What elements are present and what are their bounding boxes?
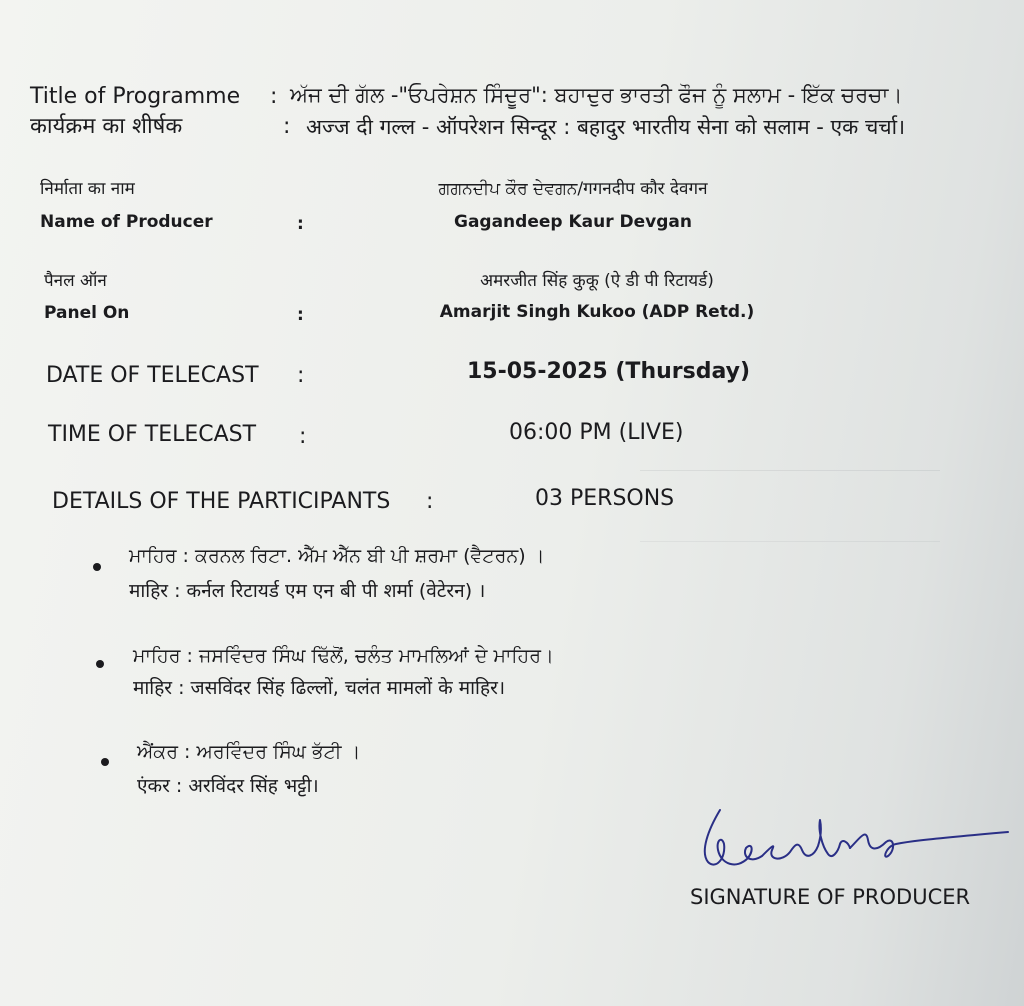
participant-hindi: एंकर : अरविंदर सिंह भट्टी। (137, 775, 319, 797)
producer-colon: : (297, 214, 304, 234)
producer-name-english: Gagandeep Kaur Devgan (453, 212, 692, 232)
title-label-en: Title of Programme (30, 84, 241, 109)
panel-member-hindi: अमरजीत सिंह कुकू (ऐ डी पी रिटायर्ड) (480, 271, 714, 291)
participants-count: 03 PERSONS (535, 486, 675, 511)
participant-punjabi: ਮਾਹਿਰ : ਕਰਨਲ ਰਿਟਾ. ਐੱਮ ਐੱਨ ਬੀ ਪੀ ਸ਼ਰਮਾ (ਵੈਟਰਨ) । (129, 545, 545, 567)
time-value: 06:00 PM (LIVE) (509, 420, 684, 445)
date-label: DATE OF TELECAST (46, 363, 259, 388)
time-label: TIME OF TELECAST (48, 422, 257, 447)
panel-label-english: Panel On (44, 303, 130, 323)
panel-member-english: Amarjit Singh Kukoo (ADP Retd.) (439, 302, 755, 322)
bullet-marker (101, 758, 109, 766)
time-colon: : (299, 424, 307, 449)
participant-punjabi: ਮਾਹਿਰ : ਜਸਵਿੰਦਰ ਸਿੰਘ ਢਿੱਲੋਂ, ਚਲੰਤ ਮਾਮਲਿਆਂ ਦੇ ਮਾਹਿਰ। (133, 645, 554, 667)
participant-hindi: माहिर : जसविंदर सिंह ढिल्लों, चलंत मामलों के माहिर। (133, 677, 506, 699)
producer-value (438, 178, 707, 233)
title-colon-2: : (283, 114, 291, 139)
producer-signature (690, 790, 1010, 900)
panel-colon: : (297, 305, 304, 325)
date-value: 15-05-2025 (Thursday) (467, 359, 751, 384)
panel-value (440, 270, 754, 323)
participants-colon: : (426, 489, 434, 514)
signature-label: SIGNATURE OF PRODUCER (690, 885, 971, 909)
title-label-hi: कार्यक्रम का शीर्षक (30, 114, 183, 139)
faint-background-marks (640, 470, 940, 542)
producer-name-local: ਗਗਨਦੀਪ ਕੌਰ ਦੇਵਗਨ/गगनदीप कौर देवगन (438, 179, 708, 199)
bullet-marker (96, 660, 104, 668)
title-colon-1: : (270, 84, 278, 109)
date-colon: : (297, 363, 305, 388)
panel-label-hindi: पैनल ऑन (44, 271, 107, 291)
participant-punjabi: ਐਂਕਰ : ਅਰਵਿੰਦਰ ਸਿੰਘ ਭੱਟੀ । (137, 741, 361, 763)
producer-label-hindi: निर्माता का नाम (40, 179, 135, 199)
title-value-hindi: अज्ज दी गल्ल - ऑपरेशन सिन्दूर : बहादुर भारतीय सेना को सलाम - एक चर्चा। (306, 115, 906, 139)
bullet-marker (93, 563, 101, 571)
participant-hindi: माहिर : कर्नल रिटायर्ड एम एन बी पी शर्मा (वेटेरन) । (129, 580, 486, 602)
title-value-punjabi: ਅੱਜ ਦੀ ਗੱਲ -"ਓਪਰੇਸ਼ਨ ਸਿੰਦੂਰ": ਬਹਾਦੁਰ ਭਾਰਤੀ ਫੌਜ ਨੂੰ ਸਲਾਮ - ਇੱਕ ਚਰਚਾ। (290, 83, 903, 107)
participants-label: DETAILS OF THE PARTICIPANTS (52, 489, 391, 514)
producer-label-english: Name of Producer (40, 212, 213, 232)
